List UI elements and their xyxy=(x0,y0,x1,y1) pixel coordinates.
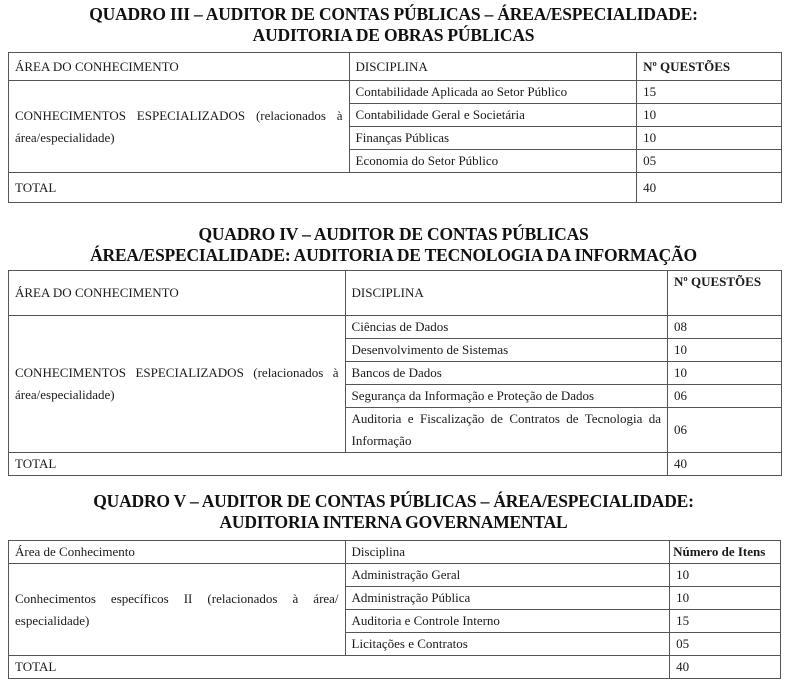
disciplina-cell: Licitações e Contratos xyxy=(345,633,670,656)
table-row xyxy=(9,564,781,587)
header-questoes: Nº QUESTÕES xyxy=(637,53,782,81)
questoes-cell: 08 xyxy=(668,316,782,339)
table-header-row xyxy=(9,271,782,316)
header-questoes: Nº QUESTÕES xyxy=(668,271,782,316)
table-row xyxy=(9,316,782,339)
questoes-cell: 06 xyxy=(668,385,782,408)
area-cell: Conhecimentos específicos II (relacionados à área/ especialidade) xyxy=(9,564,346,656)
quadro-iv-table xyxy=(8,270,782,476)
quadro-iv-title-line1: QUADRO IV – AUDITOR DE CONTAS PÚBLICAS xyxy=(198,224,589,244)
disciplina-cell: Bancos de Dados xyxy=(345,362,668,385)
questoes-cell: 15 xyxy=(637,81,782,104)
header-area: ÁREA DO CONHECIMENTO xyxy=(9,53,350,81)
table-row xyxy=(9,81,782,104)
quadro-v-title xyxy=(0,491,787,533)
total-label: TOTAL xyxy=(9,173,637,203)
questoes-cell: 10 xyxy=(637,104,782,127)
quadro-iii-table xyxy=(8,52,782,203)
total-value: 40 xyxy=(637,173,782,203)
header-disciplina: Disciplina xyxy=(345,541,670,564)
disciplina-cell: Segurança da Informação e Proteção de Dados xyxy=(345,385,668,408)
disciplina-cell: Economia do Setor Público xyxy=(349,150,637,173)
disciplina-cell: Desenvolvimento de Sistemas xyxy=(345,339,668,362)
itens-cell: 10 xyxy=(670,564,781,587)
quadro-iii-title xyxy=(0,4,787,46)
disciplina-cell: Auditoria e Controle Interno xyxy=(345,610,670,633)
questoes-cell: 06 xyxy=(668,408,782,453)
header-area: Área de Conhecimento xyxy=(9,541,346,564)
total-row xyxy=(9,656,781,679)
table-header-row xyxy=(9,53,782,81)
itens-cell: 05 xyxy=(670,633,781,656)
itens-cell: 15 xyxy=(670,610,781,633)
quadro-v-table xyxy=(8,540,781,679)
questoes-cell: 10 xyxy=(668,362,782,385)
total-value: 40 xyxy=(668,453,782,476)
total-value: 40 xyxy=(670,656,781,679)
quadro-iii-title-line2: AUDITORIA DE OBRAS PÚBLICAS xyxy=(252,25,535,45)
disciplina-cell: Auditoria e Fiscalização de Contratos de Tecnologia da Informação xyxy=(345,408,668,453)
header-area: ÁREA DO CONHECIMENTO xyxy=(9,271,346,316)
questoes-cell: 10 xyxy=(668,339,782,362)
header-disciplina: DISCIPLINA xyxy=(345,271,668,316)
area-cell: CONHECIMENTOS ESPECIALIZADOS (relacionados à área/especialidade) xyxy=(9,316,346,453)
total-row xyxy=(9,453,782,476)
quadro-iii-title-line1: QUADRO III – AUDITOR DE CONTAS PÚBLICAS – ÁREA/ESPECIALIDADE: xyxy=(89,4,698,24)
disciplina-cell: Administração Geral xyxy=(345,564,670,587)
disciplina-cell: Ciências de Dados xyxy=(345,316,668,339)
area-cell: CONHECIMENTOS ESPECIALIZADOS (relacionados à área/especialidade) xyxy=(9,81,350,173)
disciplina-cell: Administração Pública xyxy=(345,587,670,610)
total-label: TOTAL xyxy=(9,453,668,476)
total-row xyxy=(9,173,782,203)
itens-cell: 10 xyxy=(670,587,781,610)
quadro-v-title-line1: QUADRO V – AUDITOR DE CONTAS PÚBLICAS – ÁREA/ESPECIALIDADE: xyxy=(93,491,694,511)
disciplina-cell: Finanças Públicas xyxy=(349,127,637,150)
disciplina-cell: Contabilidade Geral e Societária xyxy=(349,104,637,127)
quadro-iv-title xyxy=(0,224,787,266)
header-itens: Número de Itens xyxy=(670,541,781,564)
header-disciplina: DISCIPLINA xyxy=(349,53,637,81)
total-label: TOTAL xyxy=(9,656,670,679)
disciplina-cell: Contabilidade Aplicada ao Setor Público xyxy=(349,81,637,104)
quadro-iv-title-line2: ÁREA/ESPECIALIDADE: AUDITORIA DE TECNOLOGIA DA INFORMAÇÃO xyxy=(90,245,697,265)
table-header-row xyxy=(9,541,781,564)
quadro-v-title-line2: AUDITORIA INTERNA GOVERNAMENTAL xyxy=(219,512,568,532)
questoes-cell: 10 xyxy=(637,127,782,150)
questoes-cell: 05 xyxy=(637,150,782,173)
